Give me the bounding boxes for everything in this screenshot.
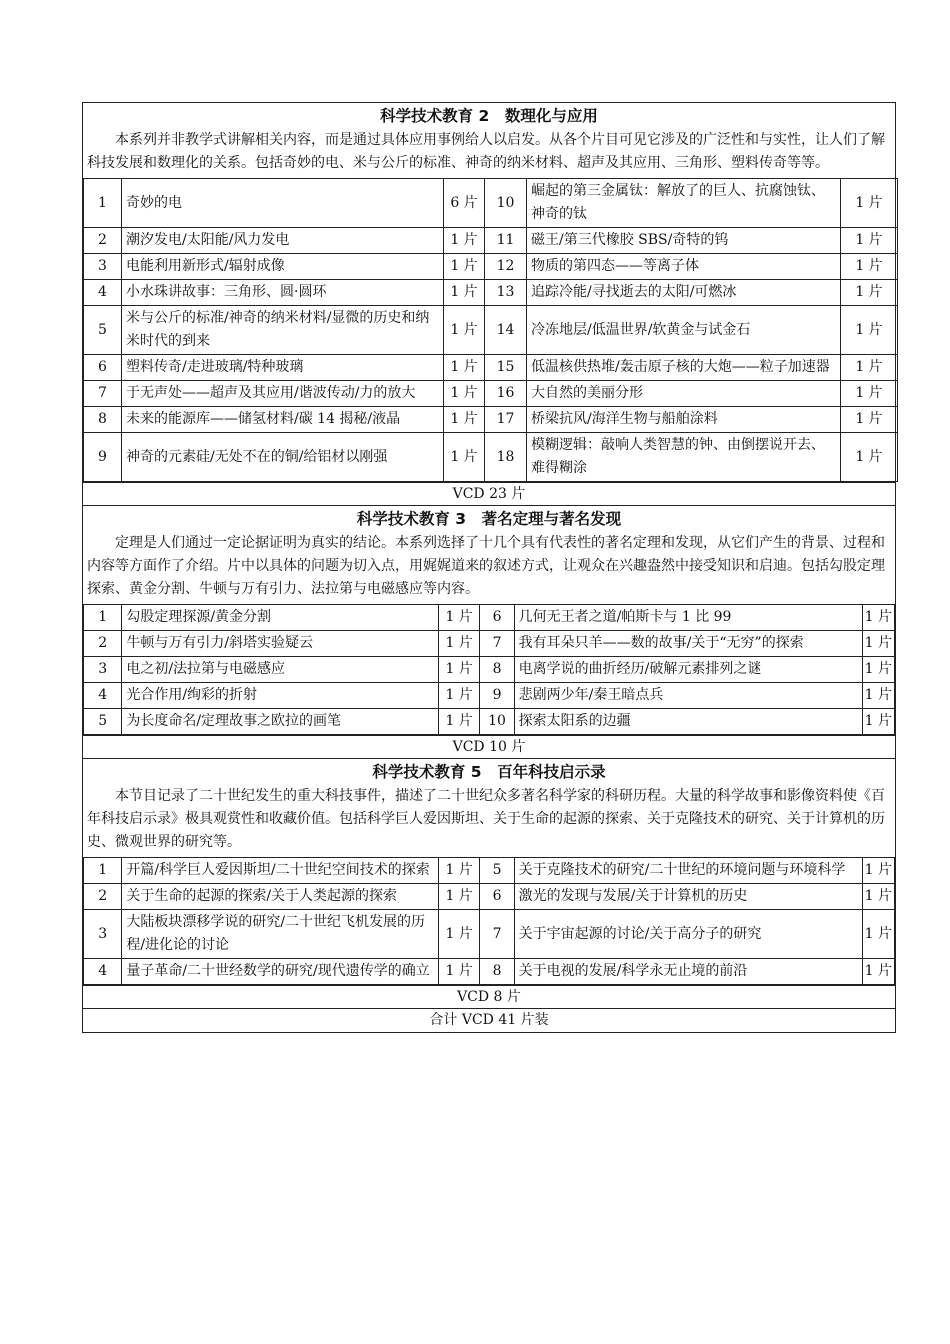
item-number: 5 <box>480 858 514 884</box>
item-quantity: 1 片 <box>862 657 894 683</box>
item-title: 关于生命的起源的探索/关于人类起源的探索 <box>122 884 439 910</box>
item-quantity: 1 片 <box>444 407 485 433</box>
program-table <box>83 604 895 735</box>
section-title: 科学技术教育 3 著名定理与著名发现 <box>356 510 622 528</box>
item-number: 10 <box>485 179 527 228</box>
catalog-frame <box>82 102 896 1033</box>
item-title: 大自然的美丽分形 <box>527 381 841 407</box>
item-quantity: 1 片 <box>862 683 894 709</box>
item-number: 3 <box>84 910 122 959</box>
item-title: 关于克隆技术的研究/二十世纪的环境问题与环境科学 <box>514 858 862 884</box>
section-century-tech <box>83 758 895 1008</box>
item-quantity: 1 片 <box>439 605 480 631</box>
item-title: 为长度命名/定理故事之欧拉的画笔 <box>122 709 439 735</box>
item-title: 塑料传奇/走进玻璃/特种玻璃 <box>122 355 444 381</box>
item-quantity: 1 片 <box>439 959 480 985</box>
table-row <box>84 407 898 433</box>
item-quantity: 1 片 <box>862 709 894 735</box>
section-description: 本节目记录了二十世纪发生的重大科技事件，描述了二十世纪众多著名科学家的科研历程。大量的科学故事和影像资料使《百年科技启示录》极具观赏性和收藏价值。包括科学巨人爱因斯坦、关于生命的起源的探索、关于克隆技术的研究、关于计算机的历史、微观世界的研究等。 <box>87 788 885 850</box>
item-quantity: 1 片 <box>862 884 894 910</box>
item-quantity: 1 片 <box>841 407 898 433</box>
item-quantity: 1 片 <box>439 884 480 910</box>
table-row <box>84 381 898 407</box>
item-quantity: 1 片 <box>862 605 894 631</box>
section-description: 本系列并非教学式讲解相关内容，而是通过具体应用事例给人以启发。从各个片目可见它涉及的广泛性和与实性，让人们了解科技发展和数理化的关系。包括奇妙的电、米与公斤的标准、神奇的纳米材料、超声及其应用、三角形、塑料传奇等等。 <box>87 132 885 171</box>
item-quantity: 1 片 <box>439 657 480 683</box>
table-row <box>84 959 895 985</box>
item-quantity: 1 片 <box>862 910 894 959</box>
item-title: 牛顿与万有引力/斜塔实验疑云 <box>122 631 439 657</box>
item-title: 激光的发现与发展/关于计算机的历史 <box>514 884 862 910</box>
item-quantity: 1 片 <box>444 280 485 306</box>
item-title: 关于宇宙起源的讨论/关于高分子的研究 <box>514 910 862 959</box>
section-title: 科学技术教育 5 百年科技启示录 <box>372 763 606 781</box>
item-title: 奇妙的电 <box>122 179 444 228</box>
item-title: 磁王/第三代橡胶 SBS/奇特的钨 <box>527 228 841 254</box>
table-row <box>84 683 895 709</box>
table-row <box>84 254 898 280</box>
item-number: 7 <box>84 381 122 407</box>
item-number: 15 <box>485 355 527 381</box>
item-number: 10 <box>480 709 514 735</box>
item-quantity: 1 片 <box>439 858 480 884</box>
item-number: 18 <box>485 433 527 482</box>
item-title: 于无声处——超声及其应用/谐波传动/力的放大 <box>122 381 444 407</box>
item-title: 电离学说的曲折经历/破解元素排列之谜 <box>514 657 862 683</box>
item-number: 1 <box>84 605 122 631</box>
item-title: 低温核供热堆/轰击原子核的大炮——粒子加速器 <box>527 355 841 381</box>
table-row <box>84 228 898 254</box>
item-title: 物质的第四态——等离子体 <box>527 254 841 280</box>
table-row <box>84 910 895 959</box>
table-row <box>84 709 895 735</box>
item-number: 2 <box>84 228 122 254</box>
section-description: 定理是人们通过一定论据证明为真实的结论。本系列选择了十几个具有代表性的著名定理和发现，从它们产生的背景、过程和内容等方面作了介绍。片中以具体的问题为切入点，用娓娓道来的叙述方式，让观众在兴趣盎然中接受知识和启迪。包括勾股定理探索、黄金分割、牛顿与万有引力、法拉第与电磁感应等内容。 <box>87 535 885 597</box>
item-title: 量子革命/二十世经数学的研究/现代遗传学的确立 <box>122 959 439 985</box>
section-math-physics <box>83 103 895 505</box>
item-quantity: 1 片 <box>862 959 894 985</box>
item-number: 1 <box>84 179 122 228</box>
item-title: 追踪冷能/寻找逝去的太阳/可燃冰 <box>527 280 841 306</box>
table-row <box>84 433 898 482</box>
item-number: 16 <box>485 381 527 407</box>
item-number: 6 <box>480 605 514 631</box>
item-quantity: 6 片 <box>444 179 485 228</box>
item-number: 3 <box>84 254 122 280</box>
item-number: 4 <box>84 959 122 985</box>
item-title: 几何无王者之道/帕斯卡与 1 比 99 <box>514 605 862 631</box>
item-quantity: 1 片 <box>439 683 480 709</box>
item-number: 8 <box>480 657 514 683</box>
program-table <box>83 857 895 985</box>
item-number: 8 <box>84 407 122 433</box>
item-quantity: 1 片 <box>862 858 894 884</box>
item-quantity: 1 片 <box>841 179 898 228</box>
item-quantity: 1 片 <box>841 280 898 306</box>
table-row <box>84 631 895 657</box>
item-title: 探索太阳系的边疆 <box>514 709 862 735</box>
table-row <box>84 884 895 910</box>
item-title: 关于电视的发展/科学永无止境的前沿 <box>514 959 862 985</box>
item-quantity: 1 片 <box>439 910 480 959</box>
item-number: 6 <box>480 884 514 910</box>
item-title: 崛起的第三金属钛：解放了的巨人、抗腐蚀钛、神奇的钛 <box>527 179 841 228</box>
item-quantity: 1 片 <box>841 228 898 254</box>
item-quantity: 1 片 <box>444 355 485 381</box>
item-title: 我有耳朵只羊——数的故事/关于“无穷”的探索 <box>514 631 862 657</box>
item-number: 5 <box>84 709 122 735</box>
item-number: 17 <box>485 407 527 433</box>
item-title: 小水珠讲故事：三角形、圆·圆环 <box>122 280 444 306</box>
item-number: 7 <box>480 631 514 657</box>
item-number: 13 <box>485 280 527 306</box>
item-title: 开篇/科学巨人爱因斯坦/二十世纪空间技术的探索 <box>122 858 439 884</box>
item-title: 勾股定理探源/黄金分割 <box>122 605 439 631</box>
section-title: 科学技术教育 2 数理化与应用 <box>380 107 598 125</box>
table-row <box>84 355 898 381</box>
grand-total: 合计 VCD 41 片装 <box>83 1008 895 1032</box>
item-title: 模糊逻辑：敲响人类智慧的钟、由倒摆说开去、难得糊涂 <box>527 433 841 482</box>
section-footer: VCD 8 片 <box>83 985 895 1008</box>
item-number: 5 <box>84 306 122 355</box>
item-title: 电能利用新形式/辐射成像 <box>122 254 444 280</box>
item-title: 未来的能源库——储氢材料/碳 14 揭秘/液晶 <box>122 407 444 433</box>
item-quantity: 1 片 <box>444 254 485 280</box>
item-quantity: 1 片 <box>444 381 485 407</box>
table-row <box>84 280 898 306</box>
item-number: 8 <box>480 959 514 985</box>
table-row <box>84 179 898 228</box>
item-number: 11 <box>485 228 527 254</box>
table-row <box>84 306 898 355</box>
item-quantity: 1 片 <box>841 433 898 482</box>
item-number: 4 <box>84 683 122 709</box>
item-number: 4 <box>84 280 122 306</box>
item-title: 电之初/法拉第与电磁感应 <box>122 657 439 683</box>
item-title: 大陆板块漂移学说的研究/二十世纪飞机发展的历程/进化论的讨论 <box>122 910 439 959</box>
item-quantity: 1 片 <box>444 228 485 254</box>
item-title: 神奇的元素硅/无处不在的铜/给铝材以刚强 <box>122 433 444 482</box>
item-title: 冷冻地层/低温世界/软黄金与试金石 <box>527 306 841 355</box>
item-quantity: 1 片 <box>841 355 898 381</box>
item-quantity: 1 片 <box>841 254 898 280</box>
item-quantity: 1 片 <box>444 306 485 355</box>
item-title: 桥梁抗风/海洋生物与船舶涂料 <box>527 407 841 433</box>
item-number: 2 <box>84 884 122 910</box>
item-quantity: 1 片 <box>841 381 898 407</box>
table-row <box>84 858 895 884</box>
section-famous-theorems <box>83 505 895 758</box>
item-title: 光合作用/绚彩的折射 <box>122 683 439 709</box>
item-number: 9 <box>84 433 122 482</box>
item-number: 6 <box>84 355 122 381</box>
item-title: 米与公斤的标准/神奇的纳米材料/显微的历史和纳米时代的到来 <box>122 306 444 355</box>
section-footer: VCD 10 片 <box>83 735 895 758</box>
table-row <box>84 657 895 683</box>
section-footer: VCD 23 片 <box>83 482 895 505</box>
item-number: 2 <box>84 631 122 657</box>
item-quantity: 1 片 <box>439 709 480 735</box>
item-number: 12 <box>485 254 527 280</box>
item-title: 悲剧两少年/秦王暗点兵 <box>514 683 862 709</box>
item-number: 14 <box>485 306 527 355</box>
item-quantity: 1 片 <box>439 631 480 657</box>
item-quantity: 1 片 <box>862 631 894 657</box>
item-number: 1 <box>84 858 122 884</box>
item-number: 7 <box>480 910 514 959</box>
item-quantity: 1 片 <box>444 433 485 482</box>
table-row <box>84 605 895 631</box>
program-table <box>83 178 898 482</box>
item-number: 9 <box>480 683 514 709</box>
item-title: 潮汐发电/太阳能/风力发电 <box>122 228 444 254</box>
item-number: 3 <box>84 657 122 683</box>
item-quantity: 1 片 <box>841 306 898 355</box>
